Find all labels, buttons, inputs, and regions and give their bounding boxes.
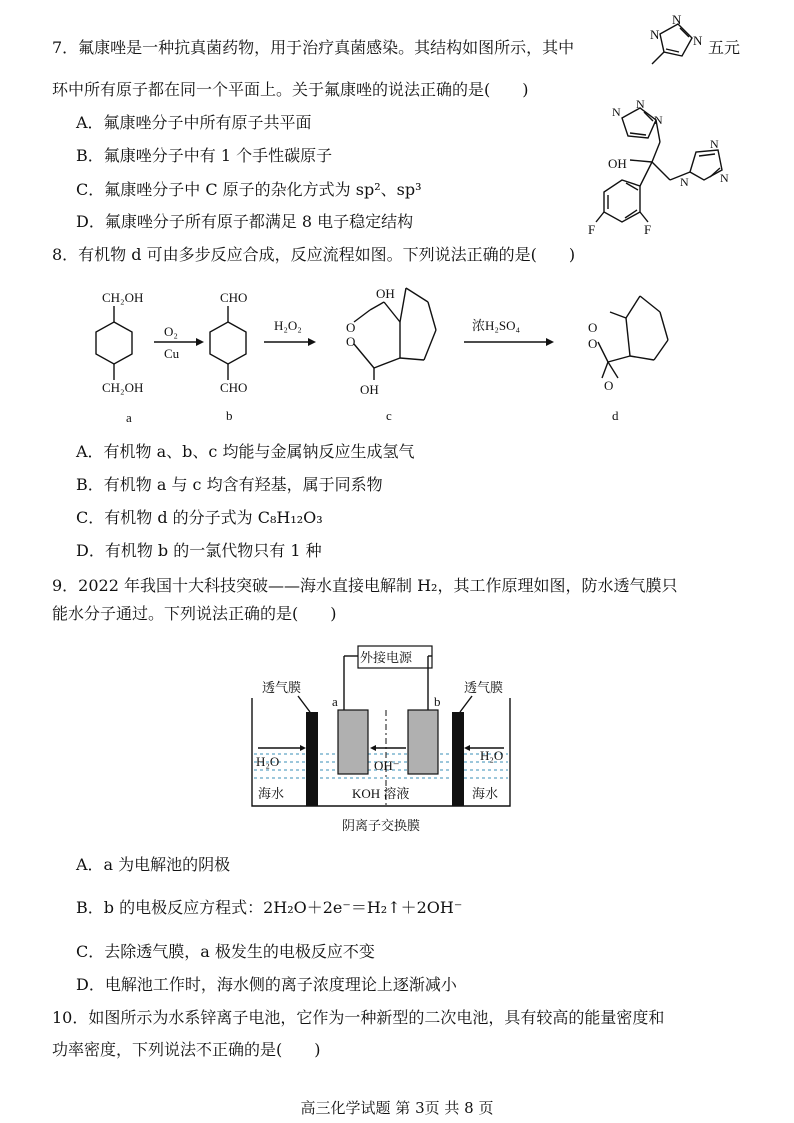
svg-text:b: b xyxy=(226,408,233,423)
svg-text:H₂O₂: H₂O₂ xyxy=(274,318,302,333)
electrolysis-diagram xyxy=(248,642,518,836)
svg-text:OH: OH xyxy=(608,156,627,171)
q9-option-a: A．a 为电解池的阴极 xyxy=(76,855,231,874)
svg-text:CH₂OH: CH₂OH xyxy=(102,290,144,305)
svg-text:O: O xyxy=(346,320,356,335)
svg-text:c: c xyxy=(386,408,392,423)
svg-text:浓H₂SO₄: 浓H₂SO₄ xyxy=(472,318,521,333)
svg-text:OH: OH xyxy=(376,286,395,301)
page-footer: 高三化学试题 第 3页 共 8 页 xyxy=(300,1099,494,1117)
q7-option-a: A．氟康唑分子中所有原子共平面 xyxy=(76,113,312,132)
q8-option-b: B．有机物 a 与 c 均含有羟基，属于同系物 xyxy=(76,475,383,494)
svg-text:N: N xyxy=(672,12,682,27)
q8-stem: 8．有机物 d 可由多步反应合成，反应流程如图。下列说法正确的是( ) xyxy=(52,245,576,264)
q9-option-d: D．电解池工作时，海水侧的离子浓度理论上逐渐减小 xyxy=(76,975,457,994)
svg-text:CHO: CHO xyxy=(220,290,248,305)
svg-text:海水: 海水 xyxy=(472,786,499,801)
q9-stem-line2: 能水分子通过。下列说法正确的是( ) xyxy=(52,604,337,623)
q8-option-a: A．有机物 a、b、c 均能与金属钠反应生成氢气 xyxy=(76,442,415,461)
svg-text:a: a xyxy=(332,694,338,709)
svg-text:O₂: O₂ xyxy=(164,324,178,339)
fluconazole-structure xyxy=(570,97,770,238)
svg-text:H₂O: H₂O xyxy=(480,748,504,763)
svg-text:KOH 溶液: KOH 溶液 xyxy=(352,786,410,801)
svg-text:O: O xyxy=(346,334,356,349)
svg-text:N: N xyxy=(680,175,689,189)
q8-reaction-scheme xyxy=(70,282,690,428)
svg-text:N: N xyxy=(720,171,729,185)
svg-text:N: N xyxy=(636,97,645,111)
svg-text:阴离子交换膜: 阴离子交换膜 xyxy=(342,818,421,833)
svg-text:O: O xyxy=(604,378,614,393)
svg-text:d: d xyxy=(612,408,619,423)
q7-stem-line1: 7．氟康唑是一种抗真菌药物，用于治疗真菌感染。其结构如图所示，其中 xyxy=(52,38,575,57)
svg-text:O: O xyxy=(588,336,598,351)
svg-text:F: F xyxy=(588,222,596,237)
q10-stem-line1: 10．如图所示为水系锌离子电池，它作为一种新型的二次电池，具有较高的能量密度和 xyxy=(52,1008,665,1027)
svg-text:N: N xyxy=(612,105,621,119)
svg-text:Cu: Cu xyxy=(164,346,180,361)
svg-text:F: F xyxy=(644,222,652,237)
q8-option-d: D．有机物 b 的一氯代物只有 1 种 xyxy=(76,541,322,560)
svg-text:海水: 海水 xyxy=(258,786,285,801)
svg-text:N: N xyxy=(710,137,719,151)
svg-text:透气膜: 透气膜 xyxy=(262,680,302,695)
svg-text:外接电源: 外接电源 xyxy=(360,650,413,665)
svg-text:O: O xyxy=(588,320,598,335)
svg-text:OH: OH xyxy=(360,382,379,397)
q7-option-b: B．氟康唑分子中有 1 个手性碳原子 xyxy=(76,146,333,165)
svg-text:H₂O: H₂O xyxy=(256,754,280,769)
q9-stem-line1: 9．2022 年我国十大科技突破——海水直接电解制 H₂，其工作原理如图，防水透气膜只 xyxy=(52,576,678,595)
q7-option-c: C．氟康唑分子中 C 原子的杂化方式为 sp²、sp³ xyxy=(76,180,422,199)
svg-text:b: b xyxy=(434,694,441,709)
triazole-ring-inline xyxy=(638,12,708,70)
svg-text:CH₂OH: CH₂OH xyxy=(102,380,144,395)
svg-text:a: a xyxy=(126,410,132,425)
q7-stem-line2: 环中所有原子都在同一个平面上。关于氟康唑的说法正确的是( ) xyxy=(52,80,529,99)
q7-option-d: D．氟康唑分子所有原子都满足 8 电子稳定结构 xyxy=(76,212,414,231)
svg-text:CHO: CHO xyxy=(220,380,248,395)
svg-text:OH⁻: OH⁻ xyxy=(374,758,400,773)
svg-text:N: N xyxy=(654,113,663,127)
svg-text:N: N xyxy=(693,33,703,48)
q7-stem-line1-end: 五元 xyxy=(708,38,741,57)
q9-option-c: C．去除透气膜，a 极发生的电极反应不变 xyxy=(76,942,375,961)
q8-option-c: C．有机物 d 的分子式为 C₈H₁₂O₃ xyxy=(76,508,323,527)
svg-text:N: N xyxy=(650,27,660,42)
svg-text:透气膜: 透气膜 xyxy=(464,680,504,695)
q9-option-b: B．b 的电极反应方程式：2H₂O＋2e⁻＝H₂↑＋2OH⁻ xyxy=(76,898,463,917)
q10-stem-line2: 功率密度，下列说法不正确的是( ) xyxy=(52,1040,321,1059)
